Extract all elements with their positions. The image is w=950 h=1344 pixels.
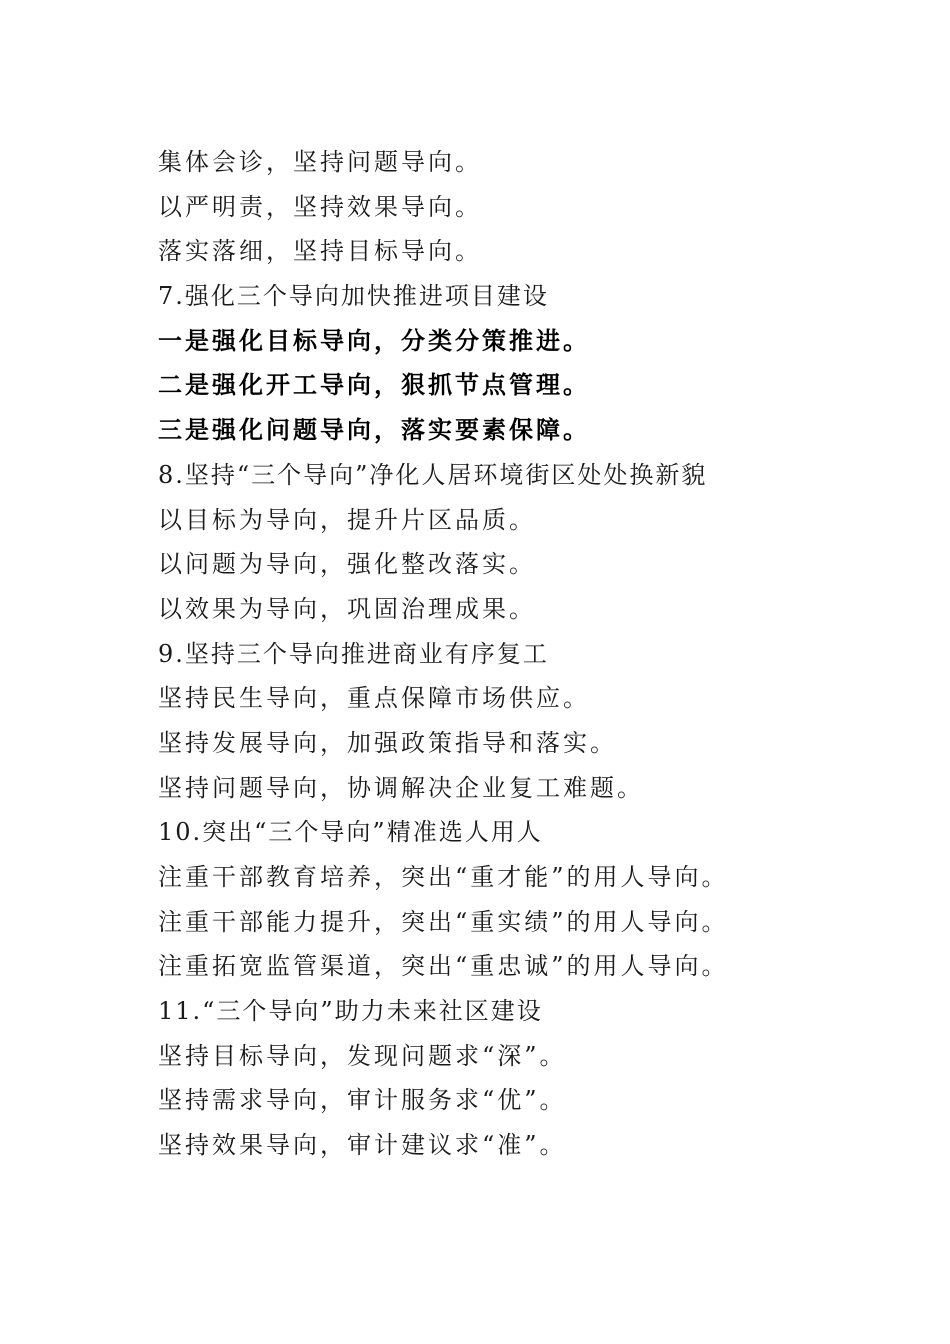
body-line: 坚持需求导向，审计服务求“优”。 [158,1086,567,1115]
section-heading: 8.坚持“三个导向”净化人居环境街区处处换新貌 [158,460,708,489]
body-line: 注重干部教育培养，突出“重才能”的用人导向。 [158,863,729,891]
document-body [158,140,798,1168]
body-line: 注重干部能力提升，突出“重实绩”的用人导向。 [158,907,729,936]
section-heading: 11.“三个导向”助力未来社区建设 [158,997,543,1026]
body-line: 坚持效果导向，审计建议求“准”。 [158,1131,567,1160]
body-line: 集体会诊，坚持问题导向。 [158,148,482,176]
bold-body-line: 三是强化问题导向，落实要素保障。 [158,415,590,445]
section-heading: 9.坚持三个导向推进商业有序复工 [158,639,549,668]
body-line: 以效果为导向，巩固治理成果。 [158,594,536,623]
bold-body-line: 二是强化开工导向，狠抓节点管理。 [158,370,590,400]
bold-body-line: 一是强化目标导向，分类分策推进。 [158,325,590,355]
body-line: 注重拓宽监管渠道，突出“重忠诚”的用人导向。 [158,952,729,981]
body-line: 坚持发展导向，加强政策指导和落实。 [158,728,617,757]
section-heading: 7.强化三个导向加快推进项目建设 [158,282,549,311]
body-line: 落实落细，坚持目标导向。 [158,237,482,266]
body-line: 以问题为导向，强化整改落实。 [158,550,536,579]
body-line: 以目标为导向，提升片区品质。 [158,505,536,534]
body-line: 以严明责，坚持效果导向。 [158,192,482,221]
section-heading: 10.突出“三个导向”精准选人用人 [158,818,543,847]
body-line: 坚持目标导向，发现问题求“深”。 [158,1041,567,1070]
body-line: 坚持民生导向，重点保障市场供应。 [158,684,590,713]
body-line: 坚持问题导向，协调解决企业复工难题。 [158,773,644,802]
